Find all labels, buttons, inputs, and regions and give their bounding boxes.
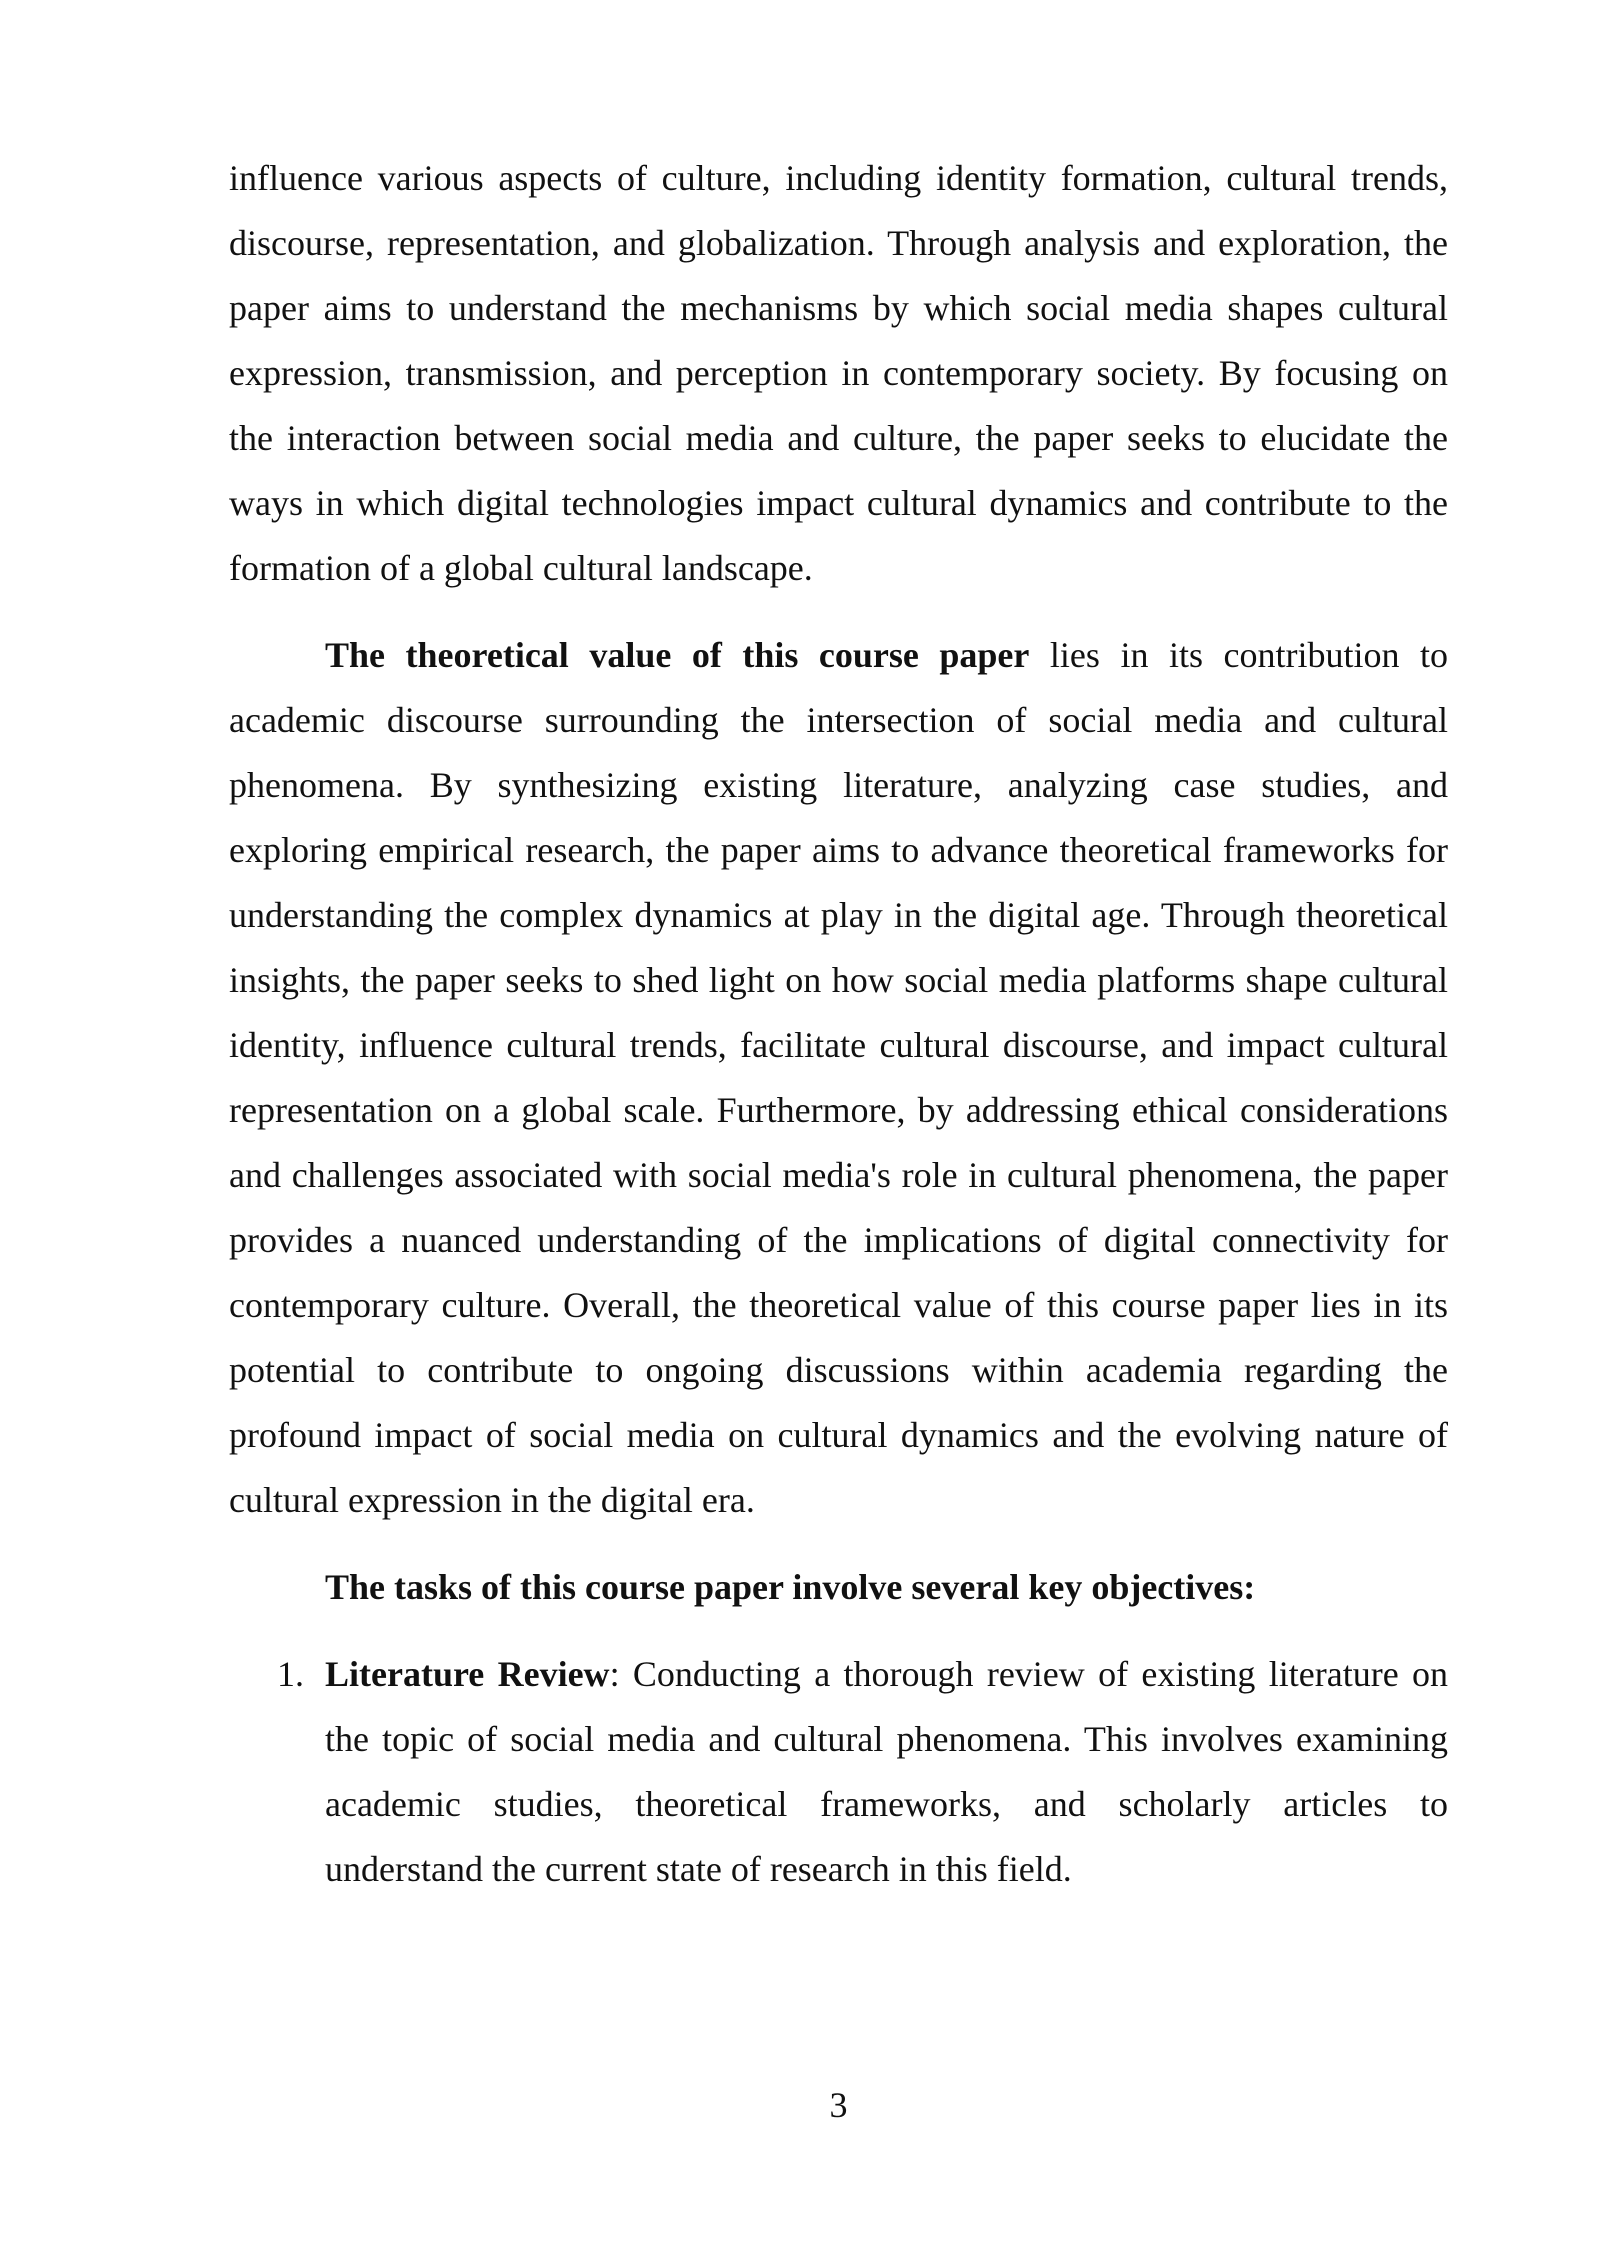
list-item-number: 1. — [277, 1654, 304, 1694]
list-item-title: Literature Review — [325, 1654, 610, 1694]
theoretical-value-paragraph — [229, 623, 1448, 1533]
list-item — [229, 1642, 1448, 1902]
intro-paragraph: influence various aspects of culture, including identity formation, cultural trends, discourse, representation, and globalization. Through analysis and exploration, the paper aims to understand the mechanisms by which social media shapes cultural expression, transmission, and perception in contemporary society. By focusing on the interaction between social media and culture, the paper seeks to elucidate the ways in which digital technologies impact cultural dynamics and contribute to the formation of a global cultural landscape. — [229, 158, 1448, 588]
list-item-text: : Conducting a thorough review of existing literature on the topic of social media and cultural phenomena. This involves examining academic studies, theoretical frameworks, and scholarly articles to understand the current state of research in this field. — [325, 1654, 1448, 1889]
theoretical-value-text: lies in its contribution to academic discourse surrounding the intersection of social media and cultural phenomena. By synthesizing existing literature, analyzing case studies, and exploring empirical research, the paper aims to advance theoretical frameworks for understanding the complex dynamics at play in the digital age. Through theoretical insights, the paper seeks to shed light on how social media platforms shape cultural identity, influence cultural trends, facilitate cultural discourse, and impact cultural representation on a global scale. Furthermore, by addressing ethical considerations and challenges associated with social media's role in cultural phenomena, the paper provides a nuanced understanding of the implications of digital connectivity for contemporary culture. Overall, the theoretical value of this course paper lies in its potential to contribute to ongoing discussions within academia regarding the profound impact of social media on cultural dynamics and the evolving nature of cultural expression in the digital era. — [229, 635, 1449, 1520]
tasks-list — [229, 1642, 1448, 1902]
page-body — [229, 146, 1448, 1902]
theoretical-value-lead: The theoretical value of this course paper — [325, 635, 1030, 675]
tasks-heading: The tasks of this course paper involve several key objectives: — [325, 1567, 1256, 1607]
page-number: 3 — [829, 2085, 848, 2125]
